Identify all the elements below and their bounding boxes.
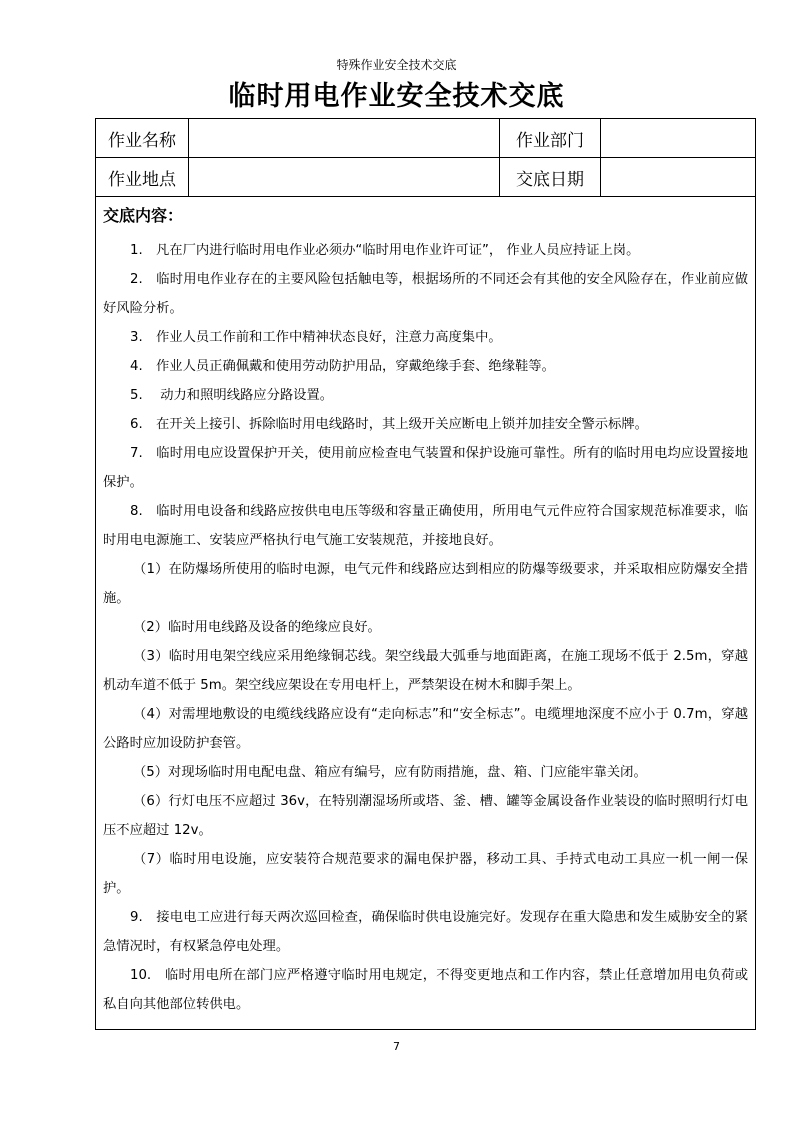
content-items	[103, 236, 748, 1019]
content-item: 4. 作业人员正确佩戴和使用劳动防护用品，穿戴绝缘手套、绝缘鞋等。	[130, 359, 555, 374]
content-subitem: （6）行灯电压不应超过 36v，在特别潮湿场所或塔、釜、槽、罐等金属设备作业装设的临时照明行灯电压不应超过 12v。	[103, 794, 748, 838]
work-department-label: 作业部门	[500, 119, 601, 157]
running-header: 特殊作业安全技术交底	[336, 58, 457, 72]
disclosure-date-label: 交底日期	[500, 158, 601, 196]
content-subitem: （4）对需埋地敷设的电缆线线路应设有“走向标志”和“安全标志”。电缆埋地深度不应小于 0.7m，穿越公路时应加设防护套管。	[103, 707, 748, 751]
content-item: 10. 临时用电所在部门应严格遵守临时用电规定，不得变更地点和工作内容，禁止任意增加用电负荷或私自向其他部位转供电。	[103, 968, 748, 1012]
form-row-2	[96, 158, 755, 197]
content-item: 2. 临时用电作业存在的主要风险包括触电等，根据场所的不同还会有其他的安全风险存在，作业前应做好风险分析。	[103, 272, 748, 316]
content-subitem: （1）在防爆场所使用的临时电源，电气元件和线路应达到相应的防爆等级要求，并采取相应防爆安全措施。	[103, 562, 748, 606]
work-name-label: 作业名称	[96, 119, 189, 157]
work-name-field[interactable]	[189, 119, 500, 157]
content-label: 交底内容：	[103, 206, 184, 225]
content-subitem: （2）临时用电线路及设备的绝缘应良好。	[133, 620, 381, 635]
content-item: 3. 作业人员工作前和工作中精神状态良好，注意力高度集中。	[130, 330, 502, 345]
content-item: 7. 临时用电应设置保护开关，使用前应检查电气装置和保护设施可靠性。所有的临时用电均应设置接地保护。	[103, 446, 748, 490]
disclosure-content	[96, 197, 755, 1019]
content-subitem: （7）临时用电设施，应安装符合规范要求的漏电保护器，移动工具、手持式电动工具应一机一闸一保护。	[103, 852, 748, 896]
document-title: 临时用电作业安全技术交底	[228, 81, 565, 112]
page-number: 7	[393, 1040, 400, 1053]
disclosure-form	[95, 118, 756, 1030]
work-location-field[interactable]	[189, 158, 500, 196]
content-item: 5. 动力和照明线路应分路设置。	[130, 388, 334, 403]
content-item: 9. 接电电工应进行每天两次巡回检查，确保临时供电设施完好。发现存在重大隐患和发生威胁安全的紧急情况时，有权紧急停电处理。	[103, 910, 748, 954]
disclosure-date-field[interactable]	[601, 158, 755, 196]
content-subitem: （5）对现场临时用电配电盘、箱应有编号，应有防雨措施，盘、箱、门应能牢靠关闭。	[133, 765, 647, 780]
content-item: 6. 在开关上接引、拆除临时用电线路时，其上级开关应断电上锁并加挂安全警示标牌。	[130, 417, 648, 432]
content-item: 8. 临时用电设备和线路应按供电电压等级和容量正确使用，所用电气元件应符合国家规范标准要求，临时用电电源施工、安装应严格执行电气施工安装规范，并接地良好。	[103, 504, 748, 548]
work-location-label: 作业地点	[96, 158, 189, 196]
content-item: 1. 凡在厂内进行临时用电作业必须办“临时用电作业许可证”， 作业人员应持证上岗。	[130, 243, 640, 258]
content-subitem: （3）临时用电架空线应采用绝缘铜芯线。架空线最大弧垂与地面距离，在施工现场不低于 2.5m，穿越机动车道不低于 5m。架空线应架设在专用电杆上，严禁架设在树木和脚手架上。	[103, 649, 748, 693]
work-department-field[interactable]	[601, 119, 755, 157]
form-row-1	[96, 119, 755, 158]
